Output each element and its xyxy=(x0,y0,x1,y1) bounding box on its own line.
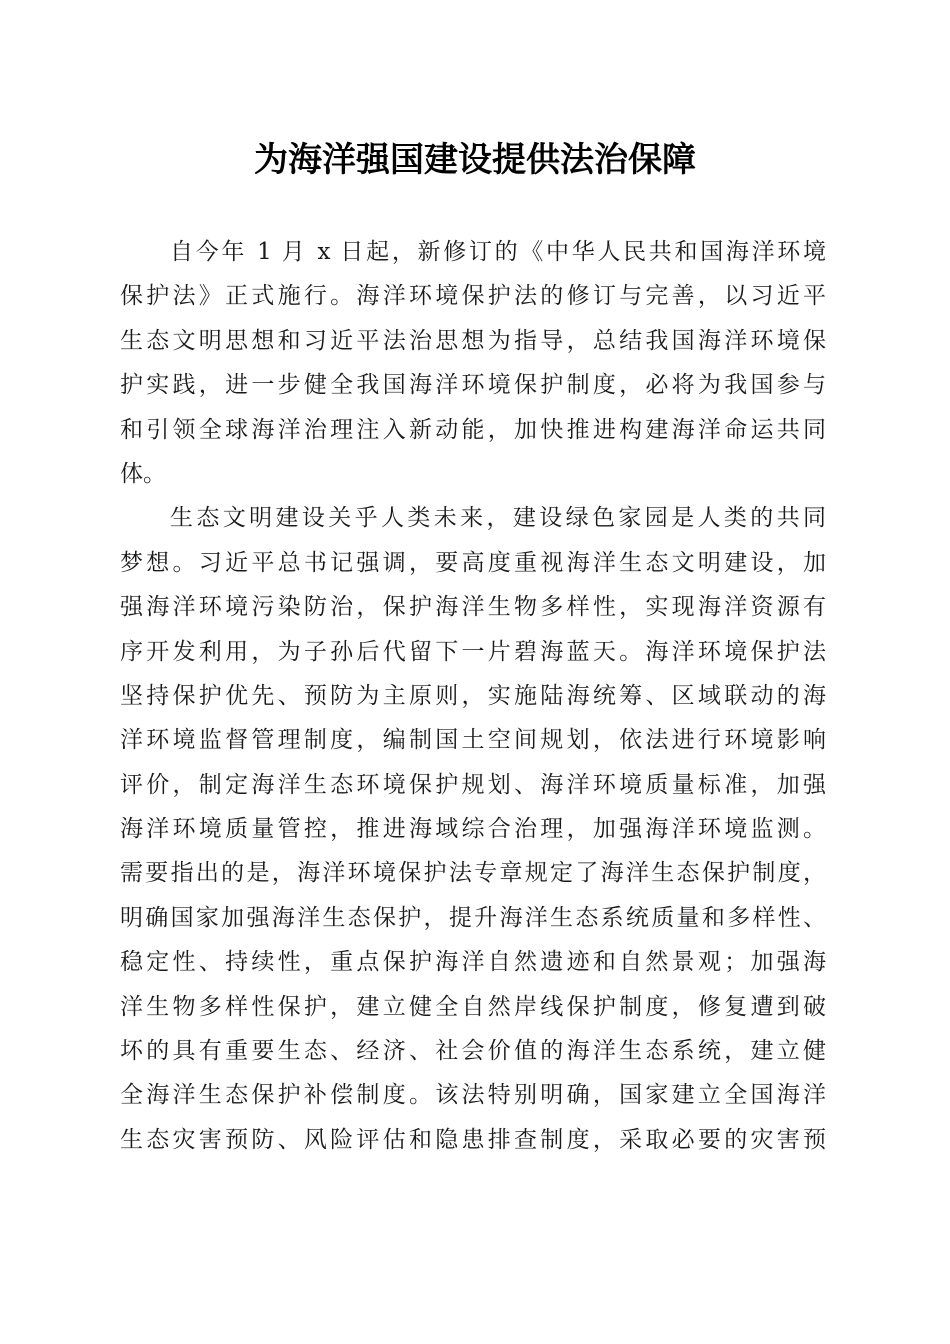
paragraph-line: 自今年 1 月 x 日起，新修订的《中华人民共和国海洋环境 xyxy=(170,239,826,265)
paragraph-line: 稳定性、持续性，重点保护海洋自然遗迹和自然景观；加强海 xyxy=(120,949,826,976)
paragraph-line: 梦想。习近平总书记强调，要高度重视海洋生态文明建设，加 xyxy=(120,549,826,576)
document-title: 为海洋强国建设提供法治保障 xyxy=(254,140,696,180)
paragraph-line: 洋环境监督管理制度，编制国土空间规划，依法进行环境影响 xyxy=(120,727,826,754)
paragraph-line: 坚持保护优先、预防为主原则，实施陆海统筹、区域联动的海 xyxy=(120,682,826,709)
paragraph-line: 生态灾害预防、风险评估和隐患排查制度，采取必要的灾害预 xyxy=(120,1126,826,1153)
document-body xyxy=(120,230,826,1162)
paragraph-1 xyxy=(120,230,826,496)
paragraph-line: 护实践，进一步健全我国海洋环境保护制度，必将为我国参与 xyxy=(120,372,826,399)
paragraph-line: 评价，制定海洋生态环境保护规划、海洋环境质量标准，加强 xyxy=(120,771,826,798)
paragraph-line: 强海洋环境污染防治，保护海洋生物多样性，实现海洋资源有 xyxy=(120,594,826,621)
paragraph-line: 保护法》正式施行。海洋环境保护法的修订与完善，以习近平 xyxy=(120,283,826,310)
paragraph-line: 生态文明思想和习近平法治思想为指导，总结我国海洋环境保 xyxy=(120,327,826,354)
paragraph-line: 明确国家加强海洋生态保护，提升海洋生态系统质量和多样性、 xyxy=(120,904,826,931)
paragraph-line: 坏的具有重要生态、经济、社会价值的海洋生态系统，建立健 xyxy=(120,1038,826,1065)
paragraph-2 xyxy=(120,496,826,1162)
paragraph-line: 序开发利用，为子孙后代留下一片碧海蓝天。海洋环境保护法 xyxy=(120,638,826,665)
paragraph-line: 和引领全球海洋治理注入新动能，加快推进构建海洋命运共同 xyxy=(120,416,826,443)
paragraph-line: 生态文明建设关乎人类未来，建设绿色家园是人类的共同 xyxy=(170,505,826,532)
paragraph-line: 需要指出的是，海洋环境保护法专章规定了海洋生态保护制度， xyxy=(120,860,826,887)
paragraph-line: 全海洋生态保护补偿制度。该法特别明确，国家建立全国海洋 xyxy=(120,1082,826,1109)
paragraph-line: 海洋环境质量管控，推进海域综合治理，加强海洋环境监测。 xyxy=(120,816,826,843)
paragraph-line: 体。 xyxy=(120,460,166,487)
paragraph-line: 洋生物多样性保护，建立健全自然岸线保护制度，修复遭到破 xyxy=(120,993,826,1020)
